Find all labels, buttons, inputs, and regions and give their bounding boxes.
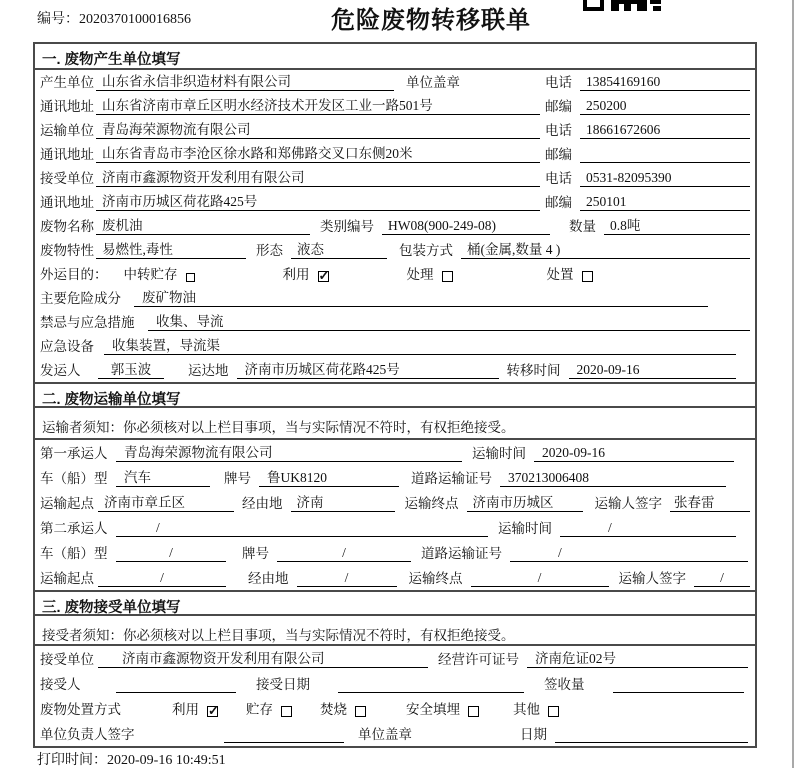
business-license-label: 经营许可证号 (438, 652, 519, 667)
route2-end-value: / (471, 570, 609, 587)
vehicle-type2-label: 车（船）型 (40, 546, 108, 561)
transport-zip-value (580, 146, 750, 163)
row-accepting-unit (35, 646, 755, 671)
transport-zip-label: 邮编 (545, 147, 572, 162)
route1-signature-value: 张春雷 (670, 495, 750, 512)
consignor-value: 郭玉波 (98, 362, 164, 379)
route2-via-label: 经由地 (248, 571, 289, 586)
row-producer-unit (35, 70, 755, 94)
disposal-option-use-label: 利用 (172, 702, 199, 717)
acceptor-value (116, 676, 236, 693)
plate-number1-label: 牌号 (224, 471, 251, 486)
waste-property-value: 易燃性,毒性 (96, 242, 246, 259)
category-code-label: 类别编号 (320, 219, 374, 234)
consignor-label: 发运人 (40, 363, 81, 378)
receiver-address-value: 济南市历城区荷花路425号 (96, 194, 540, 211)
row-responsible-signature (35, 721, 755, 746)
transporter-notice-label: 运输者须知： (42, 420, 123, 435)
accept-date-value (338, 676, 524, 693)
disposal-option-incinerate-label: 焚烧 (320, 702, 347, 717)
transport-time1-label: 运输时间 (472, 446, 526, 461)
disposal-option-use-checkbox (207, 706, 218, 717)
hazard-component-label: 主要危险成分 (40, 291, 121, 306)
vehicle-type2-value: / (116, 545, 226, 562)
quantity-value: 0.8吨 (604, 218, 750, 235)
purpose-option-storage-label: 中转贮存 (123, 267, 178, 282)
form-state-label: 形态 (256, 243, 283, 258)
date-label: 日期 (520, 727, 547, 742)
accepting-unit-label: 接受单位 (40, 652, 94, 667)
road-permit1-value: 370213006408 (500, 470, 726, 487)
purpose-option-dispose-label: 处置 (546, 267, 574, 282)
route2-origin-label: 运输起点 (40, 571, 94, 586)
serial-number-line (37, 8, 191, 28)
waste-name-label: 废物名称 (40, 219, 94, 234)
receiver-address-label: 通讯地址 (40, 195, 94, 210)
row-vehicle-type2 (35, 540, 755, 565)
destination-label: 运达地 (188, 363, 229, 378)
row-second-carrier (35, 515, 755, 540)
print-time-label: 打印时间： (37, 753, 107, 768)
route2-signature-label: 运输人签字 (618, 571, 686, 586)
route2-via-value: / (297, 570, 397, 587)
purpose-option-treat-checkbox (442, 271, 453, 282)
route2-signature-value: / (694, 570, 750, 587)
qr-code-fragment (583, 0, 661, 11)
emergency-equipment-label: 应急设备 (40, 339, 94, 354)
route1-end-value: 济南市历城区 (467, 495, 583, 512)
date-value (555, 726, 748, 743)
section3-header: 三. 废物接受单位填写 (35, 590, 755, 616)
row-producer-address (35, 94, 755, 118)
row-acceptor (35, 671, 755, 696)
accept-date-label: 接受日期 (256, 677, 310, 692)
receiver-zip-label: 邮编 (545, 195, 572, 210)
transporter-notice-text: 你必须核对以上栏目事项，当与实际情况不符时，有权拒绝接受。 (123, 420, 515, 435)
row-transport-unit (35, 118, 755, 142)
receiver-notice-text: 你必须核对以上栏目事项，当与实际情况不符时，有权拒绝接受。 (123, 628, 515, 643)
page-title: 危险废物转移联单 (331, 7, 531, 34)
transport-address-value: 山东省青岛市李沧区徐水路和郑佛路交叉口东侧20米 (96, 146, 540, 163)
emergency-measures-label: 禁忌与应急措施 (40, 315, 135, 330)
destination-value: 济南市历城区荷花路425号 (237, 362, 499, 379)
receiver-phone-value: 0531-82095390 (580, 170, 750, 187)
vehicle-type1-label: 车（船）型 (40, 471, 108, 486)
road-permit1-label: 道路运输证号 (411, 471, 492, 486)
section2-header: 二. 废物运输单位填写 (35, 382, 755, 408)
producer-phone-label: 电话 (545, 75, 572, 90)
packaging-value: 桶(金属,数量 4 ) (461, 242, 750, 259)
first-carrier-label: 第一承运人 (40, 446, 108, 461)
row-hazard-component (35, 286, 755, 310)
waste-property-label: 废物特性 (40, 243, 94, 258)
purpose-option-treat-label: 处理 (406, 267, 434, 282)
road-permit2-value: / (510, 545, 748, 562)
transport-phone-value: 18661672606 (580, 122, 750, 139)
receiver-zip-value: 250101 (580, 194, 750, 211)
responsible-signature-value (224, 726, 344, 743)
row-emergency-equipment (35, 334, 755, 358)
route1-signature-label: 运输人签字 (594, 496, 662, 511)
plate-number2-value: / (277, 545, 411, 562)
row-receiver-unit (35, 166, 755, 190)
road-permit2-label: 道路运输证号 (421, 546, 502, 561)
waste-name-value: 废机油 (96, 218, 310, 235)
section3-notice (35, 616, 755, 646)
row-route2 (35, 565, 755, 590)
receiver-notice-label: 接受者须知： (42, 628, 123, 643)
first-carrier-value: 青岛海荣源物流有限公司 (116, 445, 462, 462)
transport-time2-label: 运输时间 (498, 521, 552, 536)
row-first-carrier (35, 440, 755, 465)
manifest-form (33, 42, 757, 748)
print-time-line (37, 749, 226, 768)
row-vehicle-type1 (35, 465, 755, 490)
transport-time1-value: 2020-09-16 (534, 445, 734, 462)
row-emergency-measures (35, 310, 755, 334)
disposal-option-incinerate-checkbox (355, 706, 366, 717)
route2-origin-value: / (98, 570, 226, 587)
plate-number2-label: 牌号 (242, 546, 269, 561)
emergency-equipment-value: 收集装置，导流渠 (104, 338, 736, 355)
serial-value: 2020370100016856 (79, 12, 191, 27)
second-carrier-value: / (116, 520, 488, 537)
row-transfer-purpose (35, 262, 755, 286)
section2-notice (35, 408, 755, 440)
serial-label: 编号： (37, 12, 79, 27)
purpose-option-dispose-checkbox (582, 271, 593, 282)
plate-number1-value: 鲁UK8120 (259, 470, 399, 487)
transport-phone-label: 电话 (545, 123, 572, 138)
route1-end-label: 运输终点 (404, 496, 459, 511)
page-edge-line (792, 0, 794, 768)
row-disposal-method (35, 696, 755, 721)
accepting-unit-value: 济南市鑫源物资开发利用有限公司 (98, 651, 428, 668)
category-code-value: HW08(900-249-08) (382, 218, 550, 235)
route2-end-label: 运输终点 (408, 571, 463, 586)
disposal-option-other-label: 其他 (513, 702, 540, 717)
business-license-value: 济南危证02号 (527, 651, 748, 668)
hazard-component-value: 废矿物油 (134, 290, 708, 307)
producer-phone-value: 13854169160 (580, 74, 750, 91)
row-waste-property (35, 238, 755, 262)
transport-unit-value: 青岛海荣源物流有限公司 (96, 122, 540, 139)
transfer-date-label: 转移时间 (506, 363, 561, 378)
route1-via-label: 经由地 (242, 496, 283, 511)
row-consignor (35, 358, 755, 382)
producer-address-value: 山东省济南市章丘区明水经济技术开发区工业一路501号 (96, 98, 540, 115)
producer-unit-value: 山东省永信非织造材料有限公司 (96, 74, 394, 91)
disposal-option-other-checkbox (548, 706, 559, 717)
unit-seal2-label: 单位盖章 (358, 727, 412, 742)
unit-seal-label: 单位盖章 (406, 75, 460, 90)
row-transport-address (35, 142, 755, 166)
purpose-option-use-checkbox (318, 271, 329, 282)
section1-header: 一. 废物产生单位填写 (35, 44, 755, 70)
transport-time2-value: / (560, 520, 736, 537)
route1-origin-value: 济南市章丘区 (98, 495, 234, 512)
receiver-unit-value: 济南市鑫源物资开发利用有限公司 (96, 170, 540, 187)
transport-unit-label: 运输单位 (40, 123, 94, 138)
row-route1 (35, 490, 755, 515)
row-receiver-address (35, 190, 755, 214)
receiver-unit-label: 接受单位 (40, 171, 94, 186)
second-carrier-label: 第二承运人 (40, 521, 108, 536)
responsible-signature-label: 单位负责人签字 (40, 727, 135, 742)
producer-zip-value: 250200 (580, 98, 750, 115)
quantity-label: 数量 (569, 219, 596, 234)
emergency-measures-value: 收集、导流 (148, 314, 750, 331)
packaging-label: 包装方式 (399, 243, 453, 258)
route1-via-value: 济南 (291, 495, 395, 512)
disposal-method-label: 废物处置方式 (40, 702, 121, 717)
disposal-option-store-checkbox (281, 706, 292, 717)
producer-zip-label: 邮编 (545, 99, 572, 114)
received-amount-label: 签收量 (544, 677, 585, 692)
row-waste-name (35, 214, 755, 238)
acceptor-label: 接受人 (40, 677, 81, 692)
producer-address-label: 通讯地址 (40, 99, 94, 114)
route1-origin-label: 运输起点 (40, 496, 94, 511)
form-state-value: 液态 (291, 242, 387, 259)
vehicle-type1-value: 汽车 (116, 470, 210, 487)
transfer-date-value: 2020-09-16 (569, 362, 737, 379)
print-time-value: 2020-09-16 10:49:51 (107, 753, 226, 768)
transport-address-label: 通讯地址 (40, 147, 94, 162)
producer-unit-label: 产生单位 (40, 75, 94, 90)
receiver-phone-label: 电话 (545, 171, 572, 186)
disposal-option-landfill-label: 安全填埋 (406, 702, 460, 717)
purpose-option-storage-checkbox (186, 273, 195, 282)
purpose-option-use-label: 利用 (282, 267, 310, 282)
disposal-option-landfill-checkbox (468, 706, 479, 717)
disposal-option-store-label: 贮存 (246, 702, 273, 717)
received-amount-value (613, 676, 745, 693)
transfer-purpose-label: 外运目的： (40, 267, 108, 282)
